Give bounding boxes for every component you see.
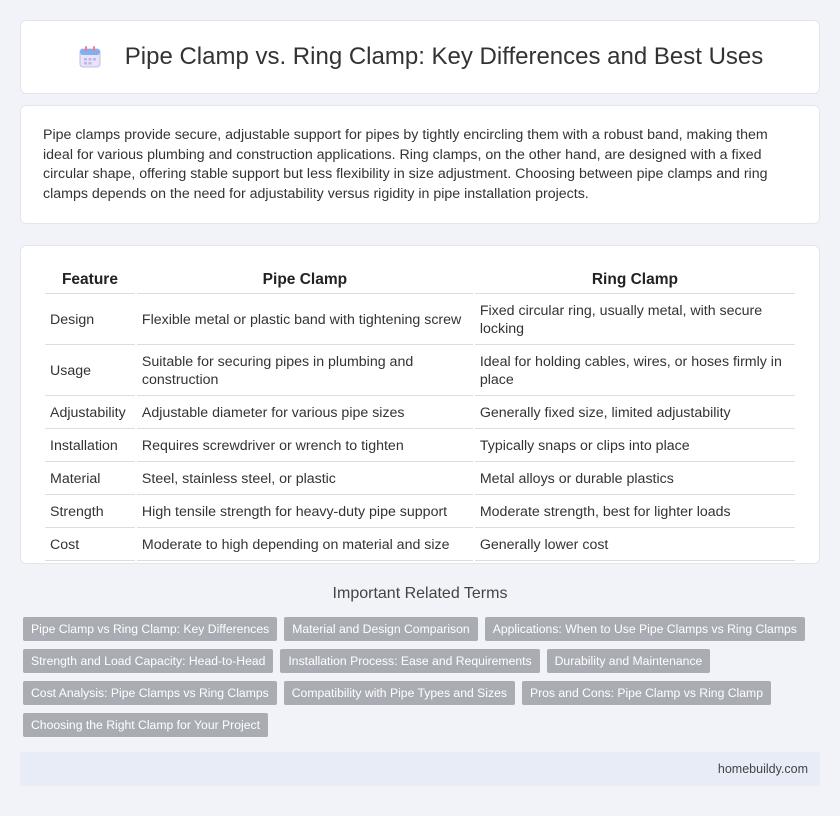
related-terms-title: Important Related Terms [332, 585, 508, 602]
related-term-tag[interactable]: Pipe Clamp vs Ring Clamp: Key Differences [23, 617, 277, 641]
related-term-tag[interactable]: Compatibility with Pipe Types and Sizes [284, 681, 515, 705]
table-cell: Suitable for securing pipes in plumbing and construction [137, 347, 473, 396]
table-cell: Fixed circular ring, usually metal, with secure locking [475, 296, 795, 345]
table-row [45, 464, 795, 495]
comparison-table [43, 266, 797, 563]
related-term-tag[interactable]: Pros and Cons: Pipe Clamp vs Ring Clamp [522, 681, 771, 705]
table-cell: Installation [45, 431, 135, 462]
table-cell: Adjustability [45, 398, 135, 429]
table-cell: Generally fixed size, limited adjustability [475, 398, 795, 429]
table-row [45, 497, 795, 528]
intro-text: Pipe clamps provide secure, adjustable support for pipes by tightly encircling them with a robust band, making them ideal for various plumbing and construction applications. Ring clamps, on the other hand, are designed with a fixed circular shape, offering stable support but less flexibility in size adjustment. Choosing between pipe clamps and ring clamps depends on the need for adjustability versus rigidity in pipe installation projects. [43, 127, 768, 202]
table-header: Pipe Clamp [137, 268, 473, 294]
table-header: Feature [45, 268, 135, 294]
table-cell: Generally lower cost [475, 530, 795, 561]
related-term-tag[interactable]: Applications: When to Use Pipe Clamps vs Ring Clamps [485, 617, 805, 641]
table-cell: Design [45, 296, 135, 345]
table-row [45, 347, 795, 396]
footer-site-link[interactable]: homebuildy.com [717, 762, 808, 776]
comparison-table-card [20, 245, 820, 564]
table-row [45, 530, 795, 561]
table-cell: Flexible metal or plastic band with tightening screw [137, 296, 473, 345]
related-term-tag[interactable]: Cost Analysis: Pipe Clamps vs Ring Clamps [23, 681, 277, 705]
table-cell: Cost [45, 530, 135, 561]
page-header [20, 20, 820, 94]
table-cell: Moderate strength, best for lighter loads [475, 497, 795, 528]
table-header-row [45, 268, 795, 294]
table-row [45, 398, 795, 429]
related-terms-list [23, 617, 823, 737]
table-cell: Moderate to high depending on material and size [137, 530, 473, 561]
related-term-tag[interactable]: Material and Design Comparison [284, 617, 477, 641]
page-footer [20, 752, 820, 786]
table-cell: Adjustable diameter for various pipe sizes [137, 398, 473, 429]
table-cell: Metal alloys or durable plastics [475, 464, 795, 495]
table-row [45, 296, 795, 345]
table-cell: Steel, stainless steel, or plastic [137, 464, 473, 495]
calendar-icon [77, 44, 103, 70]
table-row [45, 431, 795, 462]
related-term-tag[interactable]: Choosing the Right Clamp for Your Project [23, 713, 268, 737]
table-cell: Requires screwdriver or wrench to tighten [137, 431, 473, 462]
table-cell: Usage [45, 347, 135, 396]
related-term-tag[interactable]: Strength and Load Capacity: Head-to-Head [23, 649, 273, 673]
page-title: Pipe Clamp vs. Ring Clamp: Key Differences and Best Uses [124, 43, 764, 70]
table-cell: High tensile strength for heavy-duty pipe support [137, 497, 473, 528]
table-cell: Typically snaps or clips into place [475, 431, 795, 462]
table-cell: Strength [45, 497, 135, 528]
table-cell: Ideal for holding cables, wires, or hoses firmly in place [475, 347, 795, 396]
table-cell: Material [45, 464, 135, 495]
related-term-tag[interactable]: Durability and Maintenance [547, 649, 711, 673]
related-term-tag[interactable]: Installation Process: Ease and Requirements [280, 649, 539, 673]
table-header: Ring Clamp [475, 268, 795, 294]
intro-section [20, 105, 820, 224]
